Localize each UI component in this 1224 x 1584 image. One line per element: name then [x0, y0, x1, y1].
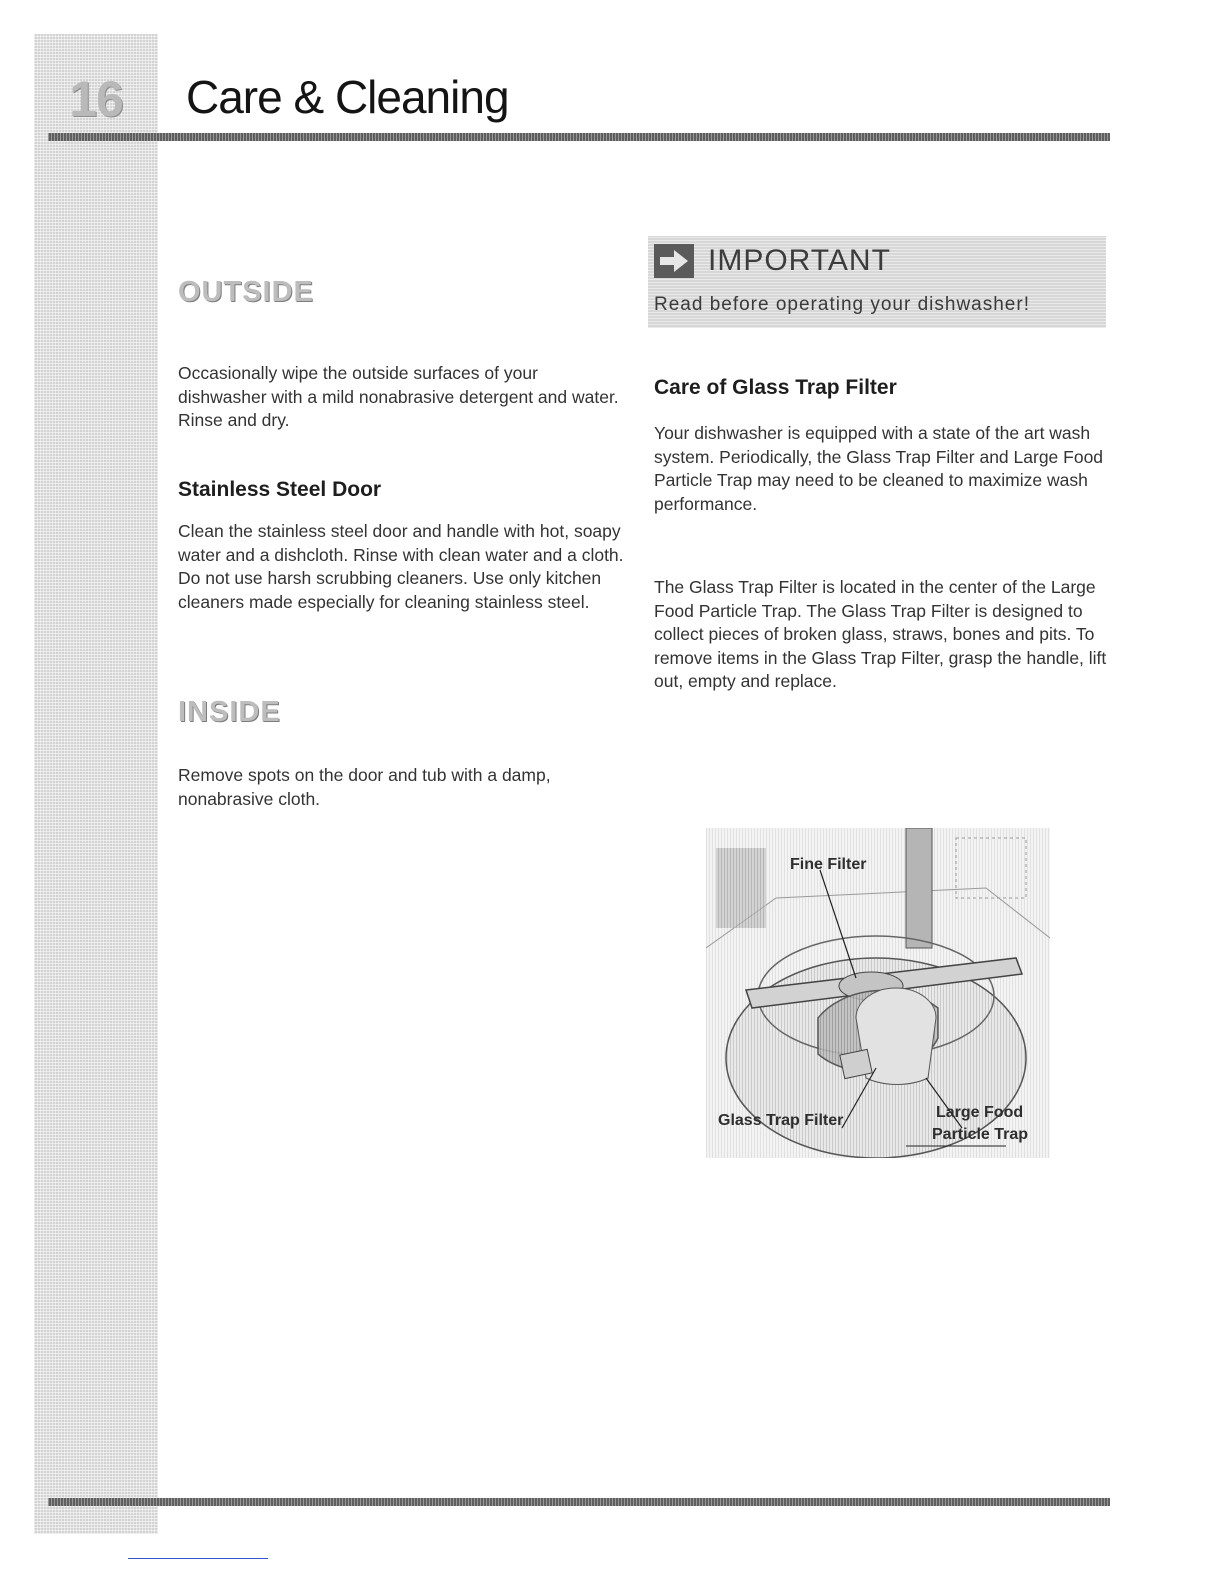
glass-trap-paragraph-1: Your dishwasher is equipped with a state of the art wash system. Periodically, the Glass Trap Filter and Large Food Particle Trap may need to be cleaned to maximize wash performance. [654, 423, 1104, 514]
stainless-steel-door-heading: Stainless Steel Door [178, 478, 382, 501]
glass-trap-filter-heading: Care of Glass Trap Filter [654, 376, 897, 399]
important-text: Read before operating your dishwasher! [654, 294, 1030, 315]
inside-heading: INSIDE [178, 696, 281, 728]
arrow-right-icon [654, 244, 694, 278]
fine-filter-label: Fine Filter [790, 856, 867, 873]
stainless-steel-door-paragraph: Clean the stainless steel door and handle with hot, soapy water and a dishcloth. Rinse with clean water and a cloth. Do not use harsh scrubbing cleaners. Use only kitchen cleaners made especially for cleaning stainless steel. [178, 521, 624, 612]
header-rule [48, 133, 1110, 141]
glass-trap-filter-label: Glass Trap Filter [718, 1112, 844, 1129]
page-number: 16 [69, 71, 123, 127]
large-food-label-line-1: Large Food [936, 1104, 1024, 1121]
footer-underline [128, 1558, 268, 1559]
large-food-label-line-2: Particle Trap [932, 1126, 1029, 1143]
outside-heading: OUTSIDE [178, 276, 314, 308]
outside-paragraph: Occasionally wipe the outside surfaces of your dishwasher with a mild nonabrasive detergent and water. Rinse and dry. [178, 363, 619, 430]
filter-illustration [706, 828, 1050, 1158]
inside-paragraph: Remove spots on the door and tub with a damp, nonabrasive cloth. [178, 765, 551, 809]
important-title: IMPORTANT [708, 244, 891, 277]
page-title: Care & Cleaning [186, 71, 509, 123]
footer-rule [48, 1498, 1110, 1506]
side-tab-band [34, 34, 158, 1534]
important-notice [648, 236, 1106, 328]
glass-trap-paragraph-2: The Glass Trap Filter is located in the center of the Large Food Particle Trap. The Glass Trap Filter is designed to collect pieces of broken glass, straws, bones and pits. To remove items in the Glass Trap Filter, grasp the handle, lift out, empty and replace. [654, 577, 1107, 691]
